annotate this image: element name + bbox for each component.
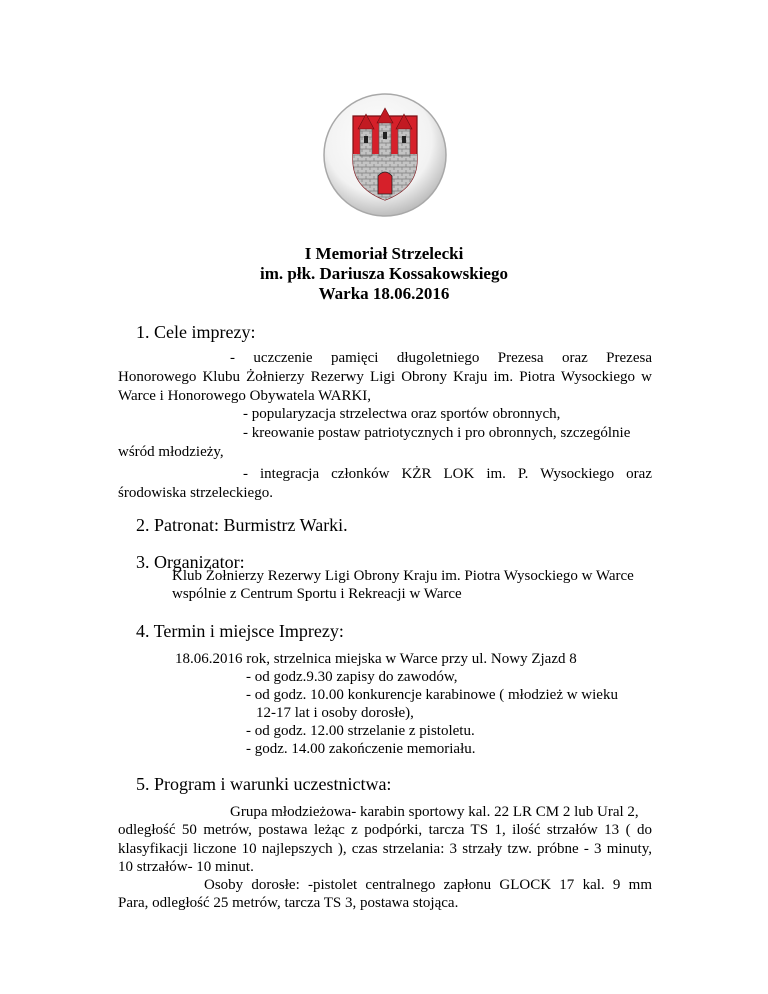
section-4-line-6: - godz. 14.00 zakończenie memoriału. [246, 741, 476, 757]
section-4-line-4: 12-17 lat i osoby dorosłe), [256, 705, 414, 721]
section-5-line-4: 10 strzałów- 10 minut. [118, 859, 254, 875]
section-1-line-7: - integracja członków KŻR LOK im. P. Wysockiego oraz [243, 466, 652, 482]
section-5-line-3: klasyfikacji liczone 10 najlepszych ), czas strzelania: 3 strzały tzw. próbne - 3 minuty, [118, 841, 652, 857]
section-4-line-1: 18.06.2016 rok, strzelnica miejska w Warce przy ul. Nowy Zjazd 8 [175, 651, 577, 667]
section-4-line-3: - od godz. 10.00 konkurencje karabinowe ( młodzież w wieku [246, 687, 618, 703]
title-line-3: Warka 18.06.2016 [318, 284, 450, 303]
section-1-line-2: Honorowego Klubu Żołnierzy Rezerwy Ligi Obrony Kraju im. Piotra Wysockiego w [118, 369, 652, 385]
section-4-heading: 4. Termin i miejsce Imprezy: [136, 621, 344, 641]
coat-of-arms-icon [322, 92, 448, 218]
section-5-line-6: Para, odległość 25 metrów, tarcza TS 3, postawa stojąca. [118, 895, 459, 911]
section-2-heading: 2. Patronat: Burmistrz Warki. [136, 515, 348, 535]
section-5-line-1: Grupa młodzieżowa- karabin sportowy kal. 22 LR CM 2 lub Ural 2, [230, 804, 639, 820]
section-4-line-2: - od godz.9.30 zapisy do zawodów, [246, 669, 458, 685]
section-4-line-5: - od godz. 12.00 strzelanie z pistoletu. [246, 723, 475, 739]
section-5-line-2: odległość 50 metrów, postawa leżąc z podpórki, tarcza TS 1, ilość strzałów 13 ( do [118, 822, 652, 838]
section-1-line-5: - kreowanie postaw patriotycznych i pro obronnych, szczególnie [243, 425, 631, 441]
title-line-2: im. płk. Dariusza Kossakowskiego [260, 264, 508, 283]
section-1-line-8: środowiska strzeleckiego. [118, 485, 273, 501]
section-3-line-1: Klub Żołnierzy Rezerwy Ligi Obrony Kraju im. Piotra Wysockiego w Warce [172, 568, 634, 584]
section-1-line-1: - uczczenie pamięci długoletniego Prezesa oraz Prezesa [230, 350, 652, 366]
section-3-line-2: wspólnie z Centrum Sportu i Rekreacji w Warce [172, 586, 462, 602]
section-1-line-4: - popularyzacja strzelectwa oraz sportów obronnych, [243, 406, 561, 422]
section-3-heading: 3. Organizator: [136, 552, 245, 572]
section-1-line-3: Warce i Honorowego Obywatela WARKI, [118, 388, 372, 404]
section-5-heading: 5. Program i warunki uczestnictwa: [136, 774, 392, 794]
section-1-line-6: wśród młodzieży, [118, 444, 224, 460]
coat-of-arms-emblem [322, 92, 448, 218]
section-5-line-5: Osoby dorosłe: -pistolet centralnego zapłonu GLOCK 17 kal. 9 mm [204, 877, 652, 893]
section-1-heading: 1. Cele imprezy: [136, 322, 256, 342]
title-line-1: I Memoriał Strzelecki [304, 244, 464, 263]
